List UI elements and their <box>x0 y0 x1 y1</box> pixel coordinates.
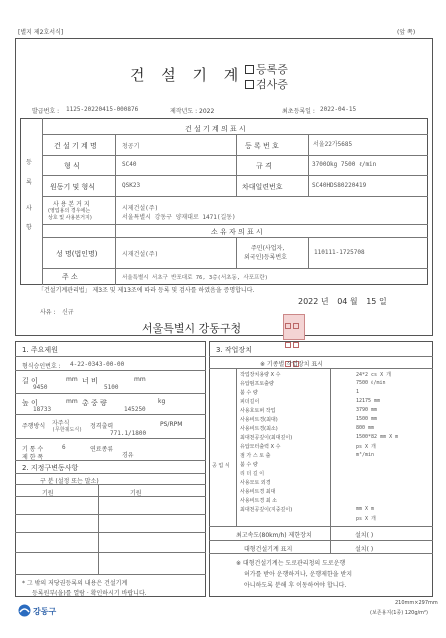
mortgage-title: 2. 지정구변동사항 <box>22 464 79 472</box>
owner-name-label: 성 명(법인명) <box>56 250 98 258</box>
width-value: 5100 <box>104 384 119 391</box>
side-label-2: 록 <box>26 179 32 186</box>
cylinder-value: 6 <box>62 444 66 451</box>
chassis-value: SC40HDS80220419 <box>312 182 367 189</box>
first-registration-value: 2022-04-15 <box>320 106 357 113</box>
chassis-label: 차대일련번호 <box>242 183 283 191</box>
issue-date-month: 04 <box>337 297 348 306</box>
doc-title: 건 설 기 계 <box>130 66 245 84</box>
engine-label: 원동기 및 형식 <box>50 183 96 191</box>
work-item-value: ps X 개 <box>356 516 376 522</box>
owner-section-title: 소 유 자 의 표 시 <box>211 228 263 236</box>
note-line-2: 등록원부(을)를 열람 · 확인하시기 바랍니다. <box>32 590 147 597</box>
manufacture-year: 제작년도 : 2022 <box>170 108 215 115</box>
issue-date-day-unit: 일 <box>378 297 387 306</box>
issue-date-year-unit: 년 <box>320 297 329 306</box>
power-value: 771.1/1800 <box>110 430 147 437</box>
owner-address-value: 서울특별시 서초구 반포대로 76, 3층(서초동, 사포프란) <box>122 275 268 281</box>
reg-number-label: 등 록 번 호 <box>245 142 279 150</box>
spec-value: 3700Okg 7500 ℓ/min <box>312 161 377 168</box>
district-logo-text: 강동구 <box>33 607 57 616</box>
weight-label: 총 중 량 <box>82 399 107 407</box>
mortgage-col-2: 기원 <box>130 490 142 497</box>
issue-date-day: 15 <box>366 297 377 306</box>
limit-label: 제 한 폭 <box>22 454 44 461</box>
work-item-label: 점 가 스 토 출 <box>240 453 271 459</box>
drive-value-1: 자주식 <box>52 420 70 427</box>
cylinder-label: 기 통 수 <box>22 446 44 453</box>
work-item-value: 7500 ℓ/min <box>356 380 386 386</box>
mortgage-header: 구 분 (설정 또는 말소) <box>40 478 99 485</box>
work-item-label: 리 더 길 이 <box>240 471 265 477</box>
power-unit: PS/RPM <box>160 421 183 428</box>
location-value-1: 시제건설(주) <box>122 205 159 212</box>
work-device-subtitle: ※ 기종별 작업장치 표시 <box>260 361 323 368</box>
side-label-1: 등 <box>26 159 32 166</box>
issue-number-value: 1125-20220415-000876 <box>66 106 139 113</box>
work-item-label: 최대천공깊이(지중깊이) <box>240 507 293 513</box>
work-item-label: 사용호토퍼 작업 <box>240 408 276 414</box>
machine-name-label: 건 설 기 계 명 <box>54 142 97 150</box>
power-label: 정격출력 <box>90 423 114 430</box>
speed-limiter-label: 최고속도(80km/h) 제한장치 <box>236 532 312 539</box>
reason-value: 신규 <box>62 309 74 316</box>
work-item-value: ps X 개 <box>356 444 376 450</box>
gangdong-logo-icon <box>18 604 31 617</box>
checkbox-icon <box>245 80 254 89</box>
work-item-value: 1500 mm <box>356 416 378 422</box>
note-line-1: * 그 밖의 저당권등록의 내용은 건설기계 <box>22 580 128 587</box>
work-item-label: 최대천공깊이(최대깊이) <box>240 435 293 441</box>
work-item-value: 1 <box>356 389 360 395</box>
height-label: 높 이 <box>22 399 38 407</box>
issue-date-month-unit: 월 <box>349 297 358 306</box>
warning-line-2: 허가를 받아 운행하거나, 운행제한을 받지 <box>244 571 353 578</box>
paper-spec: (보존용지(1종) 120g/m²) <box>370 610 429 616</box>
location-label-2: (영업용의 경우에는 <box>48 208 91 214</box>
owner-id-value: 110111-1725708 <box>314 249 365 256</box>
work-device-title: 3. 작업장치 <box>216 346 252 354</box>
work-item-value: 3790 mm <box>356 407 378 413</box>
issuer-name: 서울특별시 강동구청 <box>142 322 242 335</box>
height-value: 18733 <box>33 406 52 413</box>
reg-number-value: 서울22가5685 <box>313 141 353 148</box>
owner-id-label-2: 외국인)등록번호 <box>244 254 287 261</box>
mortgage-col-1: 기원 <box>42 490 54 497</box>
weight-unit: kg <box>158 398 166 405</box>
spec-title: 1. 주요제원 <box>22 346 58 354</box>
paper-size: 210mm×297mm <box>395 600 438 606</box>
side-label-4: 항 <box>26 224 32 231</box>
work-item-label: 유압펌프토출량 <box>240 381 274 387</box>
warning-line-3: 아니하도록 분해 후 이동하여야 합니다. <box>244 582 347 589</box>
work-item-label: 사용모토 외경 <box>240 480 271 486</box>
engine-value: QSK23 <box>122 182 141 189</box>
law-statement: 「건설기계관리법」 제3조 및 제13조에 따라 등록 및 검사를 하였음을 증명합니다. <box>38 287 255 294</box>
location-label-3: 상호 및 사용본거지) <box>48 215 92 221</box>
work-item-value: 1500*82 mm X m <box>356 434 399 440</box>
page-side: (앞 쪽) <box>397 29 416 36</box>
issue-number-label: 발급번호 : <box>32 108 60 115</box>
work-item-value: m³/min <box>356 452 375 458</box>
work-item-label: 사용비트경 최대 <box>240 489 276 495</box>
length-unit: mm <box>66 376 78 383</box>
side-label-3: 사 <box>26 205 32 212</box>
work-item-label: 붐 수 량 <box>240 390 258 396</box>
option-inspection-label: 검사증 <box>256 78 288 91</box>
owner-id-label-1: 주민(사업자, <box>251 245 285 252</box>
machine-name-value: 청공기 <box>122 143 140 150</box>
drive-label: 주행방식 <box>22 423 46 430</box>
drive-value-2: (무한궤도식) <box>52 427 83 433</box>
reason-label: 사유 : <box>40 309 56 316</box>
work-item-label: 작업장치용량 X 수 <box>240 372 281 378</box>
large-machine-value: 설치( ) <box>355 546 374 553</box>
owner-address-label: 주 소 <box>62 273 78 281</box>
spec-label: 규 격 <box>256 162 272 170</box>
work-item-label: 사용비트경 최 소 <box>240 498 277 504</box>
type-approval-value: 4-22-0343-00-00 <box>70 361 125 368</box>
option-inspection <box>245 76 288 92</box>
height-unit: mm <box>66 398 78 405</box>
width-label: 너 비 <box>82 377 98 385</box>
work-item-label: 피더길이 <box>240 399 260 405</box>
model-value: SC40 <box>122 161 137 168</box>
work-item-value: mm X m <box>356 506 375 512</box>
work-item-label: 유압모터출력 X 수 <box>240 444 281 450</box>
speed-limiter-value: 설치( ) <box>355 532 374 539</box>
fuel-value: 경유 <box>122 452 134 459</box>
work-item-value: 800 mm <box>356 425 375 431</box>
work-type-label: 공 업 식 <box>212 463 230 469</box>
owner-name-value: 시재건설(주) <box>122 251 159 258</box>
first-registration-label: 최초등록일 : <box>282 108 315 115</box>
work-item-label: 사용비트경(최소) <box>240 426 278 432</box>
large-machine-label: 대형건설기계 표지 <box>244 546 293 553</box>
work-item-value: 12175 mm <box>356 398 381 404</box>
issue-date-year: 2022 <box>298 297 319 306</box>
option-registration-label: 등록증 <box>256 63 288 76</box>
length-value: 9450 <box>33 384 48 391</box>
location-label-1: 사 용 본 거 지 <box>53 201 90 208</box>
issue-date <box>298 296 387 307</box>
machine-section-title: 건 설 기 계 의 표 시 <box>185 125 246 133</box>
warning-line-1: ※ 대형건설기계는 도로관리청의 도로운행 <box>236 560 346 567</box>
length-label: 길 이 <box>22 377 38 385</box>
work-item-value: 24*2 cs X 개 <box>356 372 391 378</box>
width-unit: mm <box>134 376 146 383</box>
checkbox-icon <box>245 65 254 74</box>
location-value-2: 서울특별시 강동구 양재대로 1471(길동) <box>122 214 236 221</box>
model-label: 형 식 <box>64 162 80 170</box>
type-approval-label: 형식승인번호 : <box>22 363 61 370</box>
fuel-label: 연료종류 <box>90 446 114 453</box>
weight-value: 145250 <box>124 406 146 413</box>
work-item-label: 붐 수 량 <box>240 462 258 468</box>
official-seal-icon <box>283 314 305 340</box>
work-item-label: 사용비트경(최대) <box>240 417 278 423</box>
form-number: [별지 제2호서식] <box>18 29 64 36</box>
option-registration <box>245 61 288 77</box>
